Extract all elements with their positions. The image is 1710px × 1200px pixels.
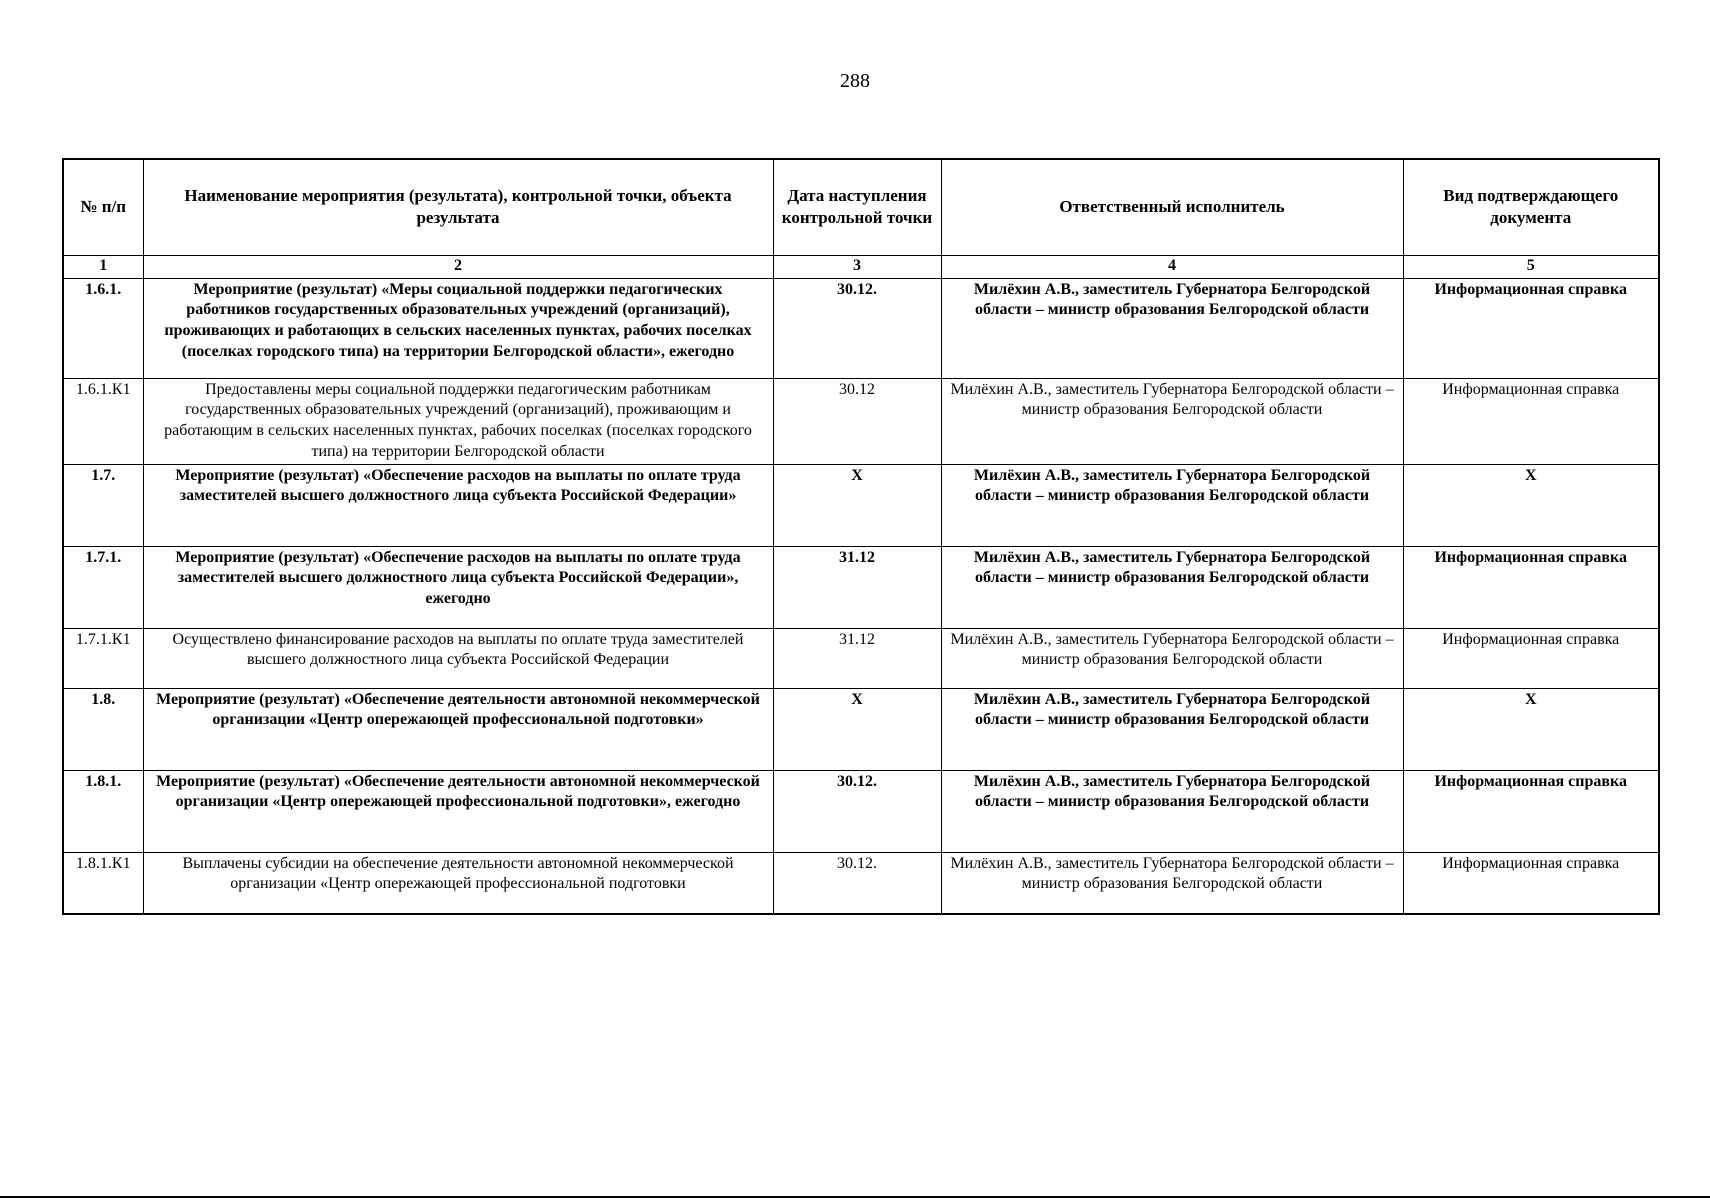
table-header-row <box>63 159 1659 255</box>
row-date: 30.12. <box>773 770 941 852</box>
header-name: Наименование мероприятия (результата), контрольной точки, объекта результата <box>143 159 773 255</box>
table-row <box>63 546 1659 628</box>
row-doc: Информационная справка <box>1403 546 1659 628</box>
row-doc: Х <box>1403 464 1659 546</box>
table-row <box>63 688 1659 770</box>
row-name: Мероприятие (результат) «Обеспечение деятельности автономной некоммерческой организации «Центр опережающей профессиональной подготовки», ежегодно <box>143 770 773 852</box>
row-date: 31.12 <box>773 546 941 628</box>
scan-edge-line <box>0 1196 1710 1198</box>
row-responsible: Милёхин А.В., заместитель Губернатора Белгородской области – министр образования Белгородской области <box>941 278 1403 378</box>
row-responsible: Милёхин А.В., заместитель Губернатора Белгородской области – министр образования Белгородской области <box>941 852 1403 914</box>
row-date: 30.12. <box>773 852 941 914</box>
row-date: Х <box>773 688 941 770</box>
row-doc: Информационная справка <box>1403 770 1659 852</box>
row-date: Х <box>773 464 941 546</box>
row-num: 1.7.1.К1 <box>63 628 143 688</box>
row-doc: Информационная справка <box>1403 378 1659 464</box>
row-name: Предоставлены меры социальной поддержки педагогическим работникам государственных образовательных учреждений (организаций), проживающим и работающим в сельских населенных пунктах, рабочих поселках (поселках городского типа) на территории Белгородской области <box>143 378 773 464</box>
row-name: Выплачены субсидии на обеспечение деятельности автономной некоммерческой организации «Центр опережающей профессиональной подготовки <box>143 852 773 914</box>
control-points-table <box>62 158 1660 915</box>
header-num: № п/п <box>63 159 143 255</box>
column-number: 5 <box>1403 255 1659 278</box>
header-date: Дата наступления контрольной точки <box>773 159 941 255</box>
table-row <box>63 628 1659 688</box>
row-num: 1.7.1. <box>63 546 143 628</box>
header-responsible: Ответственный исполнитель <box>941 159 1403 255</box>
row-date: 30.12. <box>773 278 941 378</box>
row-num: 1.8.1. <box>63 770 143 852</box>
row-doc: Информационная справка <box>1403 278 1659 378</box>
row-responsible: Милёхин А.В., заместитель Губернатора Белгородской области – министр образования Белгородской области <box>941 378 1403 464</box>
row-doc: Информационная справка <box>1403 628 1659 688</box>
table-row <box>63 464 1659 546</box>
row-num: 1.7. <box>63 464 143 546</box>
table-row <box>63 378 1659 464</box>
row-date: 30.12 <box>773 378 941 464</box>
column-number: 1 <box>63 255 143 278</box>
row-responsible: Милёхин А.В., заместитель Губернатора Белгородской области – министр образования Белгородской области <box>941 464 1403 546</box>
column-number: 2 <box>143 255 773 278</box>
row-responsible: Милёхин А.В., заместитель Губернатора Белгородской области – министр образования Белгородской области <box>941 770 1403 852</box>
row-doc: Информационная справка <box>1403 852 1659 914</box>
page-number: 288 <box>840 70 870 92</box>
row-num: 1.6.1. <box>63 278 143 378</box>
row-num: 1.8. <box>63 688 143 770</box>
row-doc: Х <box>1403 688 1659 770</box>
row-responsible: Милёхин А.В., заместитель Губернатора Белгородской области – министр образования Белгородской области <box>941 628 1403 688</box>
row-responsible: Милёхин А.В., заместитель Губернатора Белгородской области – министр образования Белгородской области <box>941 546 1403 628</box>
row-name: Осуществлено финансирование расходов на выплаты по оплате труда заместителей высшего должностного лица субъекта Российской Федерации <box>143 628 773 688</box>
table-row <box>63 770 1659 852</box>
header-doc: Вид подтверждающего документа <box>1403 159 1659 255</box>
row-num: 1.8.1.К1 <box>63 852 143 914</box>
column-numbers-row <box>63 255 1659 278</box>
column-number: 3 <box>773 255 941 278</box>
row-name: Мероприятие (результат) «Обеспечение деятельности автономной некоммерческой организации «Центр опережающей профессиональной подготовки» <box>143 688 773 770</box>
row-responsible: Милёхин А.В., заместитель Губернатора Белгородской области – министр образования Белгородской области <box>941 688 1403 770</box>
table-row <box>63 278 1659 378</box>
row-name: Мероприятие (результат) «Меры социальной поддержки педагогических работников государственных образовательных учреждений (организаций), проживающих и работающих в сельских населенных пунктах, рабочих поселках (поселках городского типа) на территории Белгородской области», ежегодно <box>143 278 773 378</box>
row-name: Мероприятие (результат) «Обеспечение расходов на выплаты по оплате труда заместителей высшего должностного лица субъекта Российской Федерации», ежегодно <box>143 546 773 628</box>
table-row <box>63 852 1659 914</box>
row-date: 31.12 <box>773 628 941 688</box>
row-num: 1.6.1.К1 <box>63 378 143 464</box>
column-number: 4 <box>941 255 1403 278</box>
row-name: Мероприятие (результат) «Обеспечение расходов на выплаты по оплате труда заместителей высшего должностного лица субъекта Российской Федерации» <box>143 464 773 546</box>
